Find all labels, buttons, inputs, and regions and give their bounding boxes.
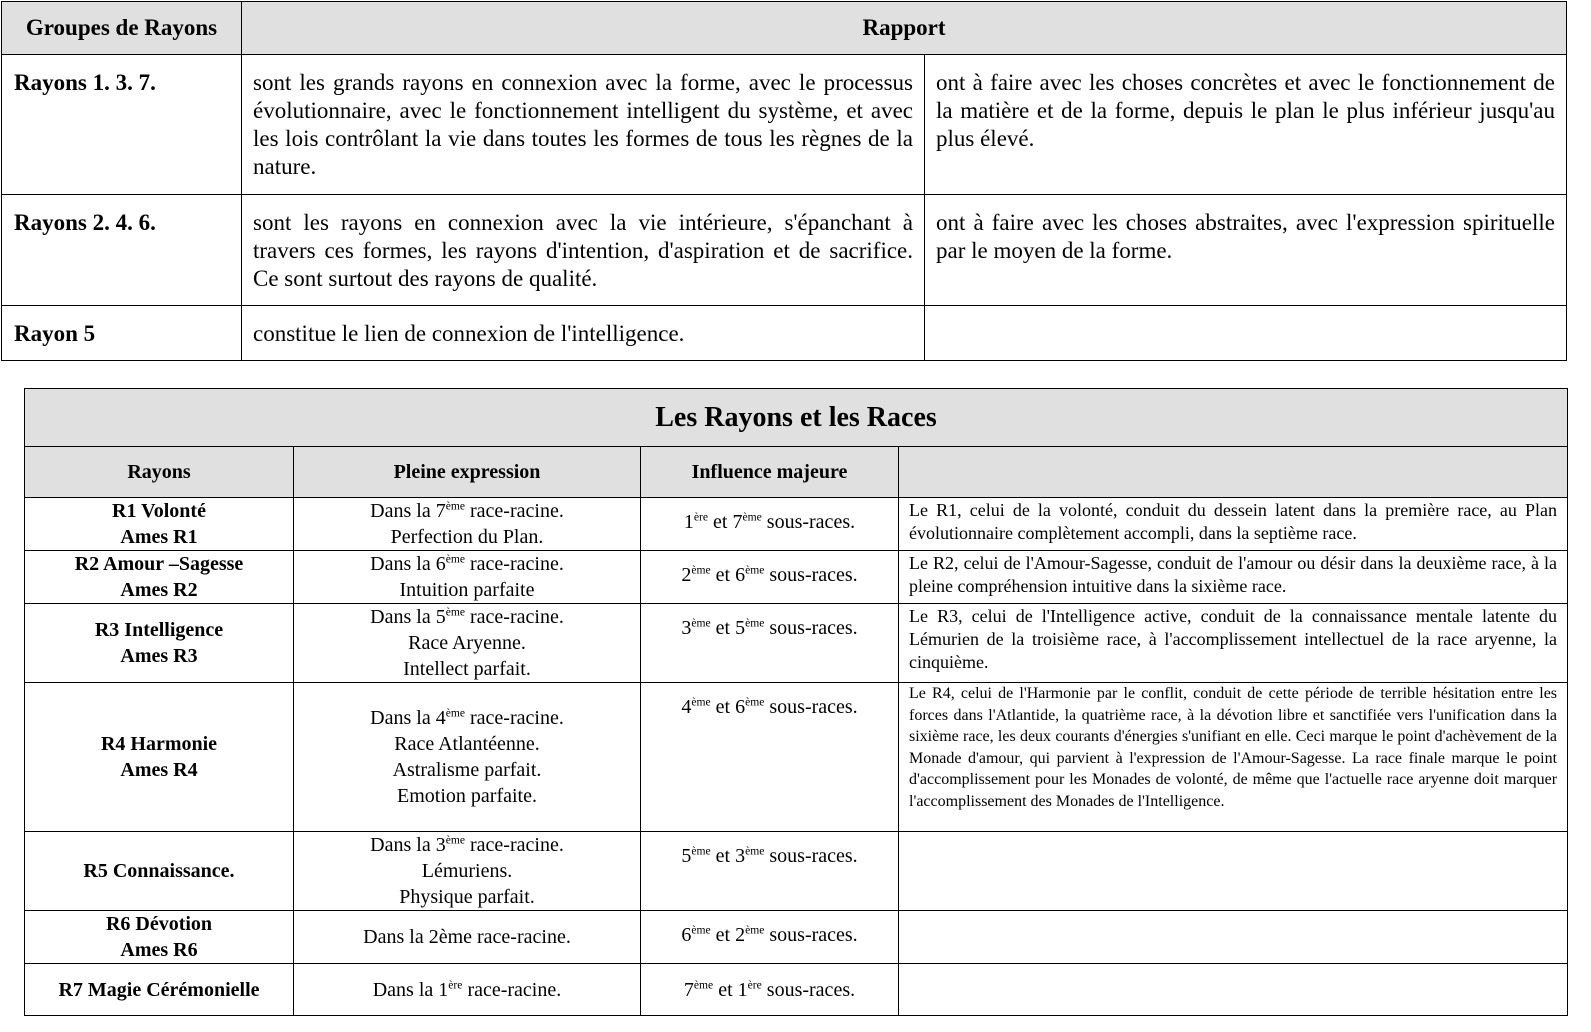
influence-cell: [641, 964, 899, 1016]
root-race-number: 3: [435, 834, 446, 856]
pleine-extra-line: Intellect parfait.: [403, 658, 531, 680]
description-cell: Le R3, celui de l'Intelligence active, conduit de la connaissance mentale latente du Lémurien de la troisième race, à l'accomplissement intellectuel de la race aryenne, la cinquième.: [899, 604, 1568, 683]
text-race-racine: race-racine.: [462, 978, 562, 1001]
root-race-number: 1: [438, 978, 449, 1001]
table-row: [2, 306, 1567, 361]
root-race-number: 6: [435, 553, 446, 575]
subrace-b: 6: [735, 696, 746, 718]
influence-cell: [641, 832, 899, 911]
ordinal-suffix: ème: [691, 616, 711, 630]
rayon-cell: [25, 604, 294, 683]
ordinal-suffix: ème: [745, 563, 765, 577]
influence-cell: [641, 604, 899, 683]
ordinal-suffix: ème: [445, 833, 466, 847]
rayon-name: R3 Intelligence: [94, 619, 224, 641]
influence-cell: [641, 551, 899, 604]
table1-header-row: [2, 2, 1567, 55]
description-cell: Le R2, celui de l'Amour-Sagesse, conduit de l'amour ou désir dans la deuxième race, à la pleine compréhension intuitive dans la sixième race.: [899, 551, 1568, 604]
subrace-a: 5: [681, 845, 692, 867]
rayon-name: R7 Magie Cérémonielle: [58, 978, 260, 1001]
text-sous-races: sous-races.: [764, 845, 858, 867]
ordinal-suffix: ème: [691, 695, 711, 709]
ordinal-suffix: ème: [445, 552, 466, 566]
table-row: [25, 964, 1568, 1016]
root-race-number: 7: [435, 500, 446, 522]
text-et: et: [713, 978, 738, 1001]
subrace-a: 3: [681, 617, 692, 639]
text-et: et: [710, 845, 736, 867]
text-dans-la: Dans la: [370, 834, 436, 856]
header-groupes: Groupes de Rayons: [2, 2, 242, 55]
rayon-sub: Ames R3: [120, 645, 198, 667]
table2-title-row: [25, 389, 1568, 447]
text-dans-la: Dans la: [370, 606, 436, 628]
table-row: [25, 832, 1568, 911]
rapport-cell-1: sont les grands rayons en connexion avec la forme, avec le processus évolutionnaire, avec le fonctionnement intelligent du système, et avec les lois contrôlant la vie dans toutes les formes de tous les règnes de la nature.: [242, 55, 925, 195]
text-dans-la: Dans la: [370, 553, 436, 575]
text-et: et: [710, 696, 736, 718]
group-cell: Rayon 5: [2, 306, 242, 361]
ordinal-suffix: ème: [745, 616, 765, 630]
pleine-extra-line: Intuition parfaite: [399, 579, 535, 601]
group-cell: Rayons 2. 4. 6.: [2, 195, 242, 306]
subrace-b: 7: [732, 511, 743, 533]
pleine-extra-line: Perfection du Plan.: [390, 526, 544, 548]
pleine-extra-line: Race Aryenne.: [408, 632, 526, 654]
text-race-racine: race-racine.: [465, 707, 564, 729]
rapport-cell-2: ont à faire avec les choses concrètes et avec le fonctionnement de la matière et de la forme, depuis le plan le plus inférieur jusqu'au plus élevé.: [925, 55, 1567, 195]
rayon-name: R4 Harmonie: [100, 733, 218, 755]
ordinal-suffix: ème: [691, 563, 711, 577]
ordinal-suffix: ère: [693, 510, 709, 524]
table-row: [25, 683, 1568, 832]
text-race-racine: race-racine.: [465, 500, 564, 522]
rayons-races-table: [24, 388, 1568, 1016]
rayon-name: R2 Amour –Sagesse: [74, 553, 244, 575]
subrace-b: 2: [735, 924, 746, 946]
pleine-expression-cell: [294, 604, 641, 683]
subrace-a: 2: [681, 564, 692, 586]
text-dans-la: Dans la: [370, 500, 436, 522]
rayon-cell: [25, 498, 294, 551]
ordinal-suffix: ère: [448, 977, 463, 991]
header-influence-majeure: Influence majeure: [641, 447, 899, 498]
subrace-a: 6: [681, 924, 692, 946]
table-row: [25, 604, 1568, 683]
text-et: et: [710, 564, 736, 586]
influence-cell: [641, 683, 899, 832]
root-race-number: 4: [435, 707, 446, 729]
ordinal-suffix: ème: [691, 923, 711, 937]
pleine-extra-line: Physique parfait.: [399, 886, 535, 908]
ordinal-suffix: ème: [745, 844, 765, 858]
rayons-groups-table: [1, 1, 1567, 361]
rapport-cell-1: sont les rayons en connexion avec la vie intérieure, s'épanchant à travers ces formes, les rayons d'intention, d'aspiration et de sacrifice. Ce sont surtout des rayons de qualité.: [242, 195, 925, 306]
table-title: Les Rayons et les Races: [25, 389, 1568, 447]
description-cell: [899, 911, 1568, 964]
pleine-expression-cell: [294, 683, 641, 832]
header-pleine-expression: Pleine expression: [294, 447, 641, 498]
text-race-racine: race-racine.: [465, 553, 564, 575]
text-sous-races: sous-races.: [764, 564, 858, 586]
rayon-cell: [25, 911, 294, 964]
ordinal-suffix: ème: [693, 977, 714, 991]
ordinal-suffix: ère: [747, 977, 762, 991]
ordinal-suffix: ème: [445, 499, 466, 513]
pleine-expression-cell: [294, 551, 641, 604]
subrace-b: 1: [737, 978, 748, 1001]
header-rayons: Rayons: [25, 447, 294, 498]
text-dans-la: Dans la: [372, 978, 439, 1001]
pleine-extra-line: Lémuriens.: [421, 860, 513, 882]
pleine-extra-line: Race Atlantéenne.: [394, 733, 540, 755]
subrace-a: 1: [683, 511, 694, 533]
description-cell: Le R4, celui de l'Harmonie par le conflit, conduit de cette période de terrible hésitation entre les forces dans l'Atlantide, la quatrième race, à la dévotion libre et sanctifiée vers l'unification dans la sixième race, les deux courants d'énergies s'unifiant en elle. Ceci marque le point d'achèvement de la Monade d'amour, qui parvient à l'expression de l'Amour-Sagesse. La race finale marque le point d'accomplissement pour les Monades de volonté, de même que l'actuelle race aryenne doit marquer l'accomplissement des Monades de l'Intelligence.: [899, 683, 1568, 832]
group-cell: Rayons 1. 3. 7.: [2, 55, 242, 195]
table-row: [2, 55, 1567, 195]
pleine-extra-line: Emotion parfaite.: [397, 785, 537, 807]
table-row: [2, 195, 1567, 306]
pleine-extra-line: Astralisme parfait.: [392, 759, 542, 781]
subrace-b: 5: [735, 617, 746, 639]
ordinal-suffix: ème: [445, 706, 466, 720]
pleine-expression-cell: [294, 498, 641, 551]
table-row: [25, 551, 1568, 604]
root-race-number: 5: [435, 606, 446, 628]
subrace-a: 7: [683, 978, 694, 1001]
text-sous-races: sous-races.: [764, 696, 858, 718]
ordinal-suffix: ème: [745, 695, 765, 709]
subrace-b: 3: [735, 845, 746, 867]
pleine-expression-cell: Dans la 2ème race-racine.: [294, 911, 641, 964]
table2-header-row: [25, 447, 1568, 498]
text-sous-races: sous-races.: [764, 924, 858, 946]
text-race-racine: race-racine.: [465, 834, 564, 856]
rayon-sub: Ames R2: [120, 579, 198, 601]
rayon-name: R1 Volonté: [112, 500, 206, 522]
ordinal-suffix: ème: [745, 923, 765, 937]
rapport-cell-2: ont à faire avec les choses abstraites, avec l'expression spirituelle par le moyen de la forme.: [925, 195, 1567, 306]
header-rapport: Rapport: [242, 2, 1567, 55]
rapport-cell-1: constitue le lien de connexion de l'intelligence.: [242, 306, 925, 361]
subrace-a: 4: [681, 696, 692, 718]
rayon-cell: [25, 683, 294, 832]
description-cell: [899, 964, 1568, 1016]
rayon-sub: Ames R4: [120, 759, 198, 781]
text-et: et: [710, 924, 736, 946]
text-dans-la: Dans la: [370, 707, 436, 729]
table-row: [25, 498, 1568, 551]
text-sous-races: sous-races.: [761, 511, 856, 533]
text-sous-races: sous-races.: [761, 978, 856, 1001]
rapport-cell-2: [925, 306, 1567, 361]
rayon-cell: [25, 964, 294, 1016]
text-sous-races: sous-races.: [764, 617, 858, 639]
pleine-expression-cell: [294, 832, 641, 911]
subrace-b: 6: [735, 564, 746, 586]
text-race-racine: race-racine.: [465, 606, 564, 628]
header-description: [899, 447, 1568, 498]
text-et: et: [708, 511, 733, 533]
text-et: et: [710, 617, 736, 639]
description-cell: [899, 832, 1568, 911]
rayon-cell: [25, 832, 294, 911]
rayon-name: R6 Dévotion: [105, 913, 213, 935]
ordinal-suffix: ème: [445, 605, 466, 619]
ordinal-suffix: ème: [691, 844, 711, 858]
rayon-sub: Ames R6: [120, 939, 198, 961]
pleine-expression-cell: [294, 964, 641, 1016]
rayon-name: R5 Connaissance.: [83, 860, 235, 882]
influence-cell: [641, 498, 899, 551]
table-row: [25, 911, 1568, 964]
influence-cell: [641, 911, 899, 964]
ordinal-suffix: ème: [742, 510, 762, 524]
rayon-cell: [25, 551, 294, 604]
description-cell: Le R1, celui de la volonté, conduit du dessein latent dans la première race, au Plan évolutionnaire complètement accompli, dans la septième race.: [899, 498, 1568, 551]
rayon-sub: Ames R1: [120, 526, 198, 548]
